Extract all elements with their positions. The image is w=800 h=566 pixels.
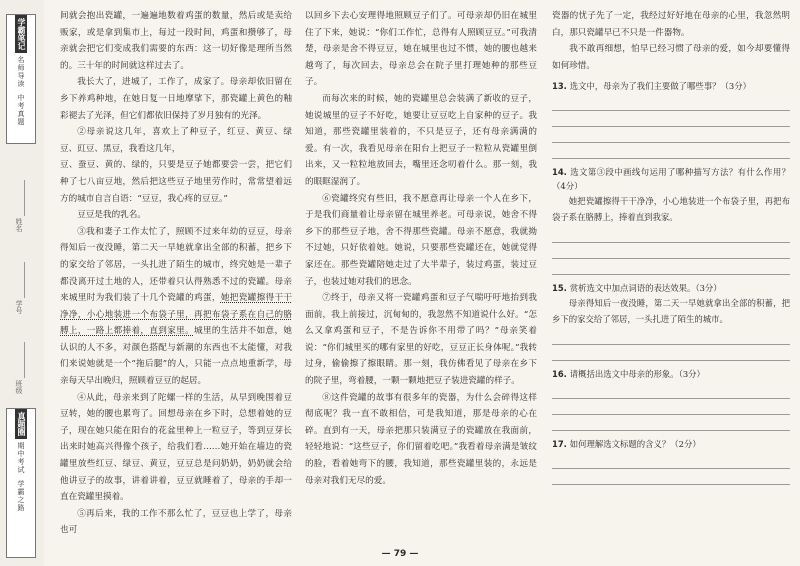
paragraph: 我不敢再细想，怕早已经习惯了母亲的爱，如今却要懂得如何珍惜。 [552, 44, 790, 71]
answer-line[interactable] [552, 129, 790, 143]
answer-line[interactable] [552, 229, 790, 243]
paragraph [60, 224, 292, 390]
margin-strip [0, 0, 44, 566]
answer-area-15[interactable] [552, 331, 790, 361]
page-number: — 79 — [381, 549, 419, 559]
paragraph: 豆豆是我的乳名。 [77, 210, 146, 221]
answer-line[interactable] [552, 401, 790, 415]
paragraph: ⑥瓷罐终究有些旧，我不愿意再让母亲一个人在乡下，于是我们商量着让母亲留在城里养老。可母亲说，她舍不得乡下的那些豆子地，舍不得那些瓷罐。母亲不愿意，我就拗不过她，只好依着她。她说，只要那些瓷罐还在，她就觉得家还在。那些瓷罐陪她走过了大半辈子，装过鸡蛋，装过豆子，也装过她对我们的思念。 [305, 193, 537, 287]
bottom-badge-label-a: 真题圈 [15, 409, 27, 439]
bottom-badge-label-b: 期中考试 [17, 442, 25, 474]
answer-area-13[interactable] [552, 97, 790, 159]
answer-area-17[interactable] [552, 455, 790, 485]
questions-column [552, 8, 790, 491]
question-17 [552, 437, 790, 451]
answer-line[interactable] [552, 261, 790, 275]
question-number: 16. [552, 369, 567, 380]
paragraph: 而每次来的时候，她的瓷罐里总会装满了新收的豆子，她说城里的豆子不好吃，她要让豆豆吃上自家种的豆子。我知道，那些瓷罐里装着的，不只是豆子，还有母亲满满的爱。有一次，我看见母亲在阳台上把豆子一粒粒从瓷罐里倒出来，又一粒粒地放回去，嘴里还念叨着什么。那一刻，我的眼眶湿润了。 [305, 93, 537, 187]
answer-line[interactable] [552, 417, 790, 431]
reading-column-1 [60, 8, 292, 539]
answer-line[interactable] [552, 471, 790, 485]
paragraph: 以回乡下去心安理得地照顾豆子们了。可母亲却仍旧在城里住了下来，她说：“你们工作忙，总得有人照顾豆豆。”可我清楚，母亲是舍不得豆豆，她在城里也过不惯，她的腰也越来越弯了，每次回去，母亲总会在院子里打理她种的那些豆子。 [305, 11, 537, 88]
paragraph-text: ③我和妻子工作太忙了，照顾不过来年幼的豆豆，母亲得知后一夜没睡，第二天一早她就拿出全部的积蓄，把乡下的家交给了邻居，一头扎进了陌生的城市，终究她是一辈子都没离开过土地的人，还带着只认得熟悉不过的瓷罐。母亲来城里时为我们装了十几个瓷罐的鸡蛋， [60, 226, 292, 304]
paragraph: 豆、蚕豆、黄的、绿的，只要是豆子她都要尝一尝，把它们种了七八亩豆地，然后把这些豆子地里劳作时，常常望着远方的城市自言自语：“豆豆，我心疼的豆豆。” [60, 160, 292, 204]
top-badge-label-c: 中考真题 [17, 94, 25, 126]
answer-area-14[interactable] [552, 229, 790, 275]
paragraph: ⑦终于，母亲又将一瓷罐鸡蛋和豆子气喘吁吁地抬到我面前，我上前接过，沉甸甸的，我忽然不知道说什么好。“怎么又拿鸡蛋和豆子，不是告诉你不用带了吗？”母亲笑着说：“你们城里买的哪有家里的好吃，豆豆正长身体呢。”我转过身，偷偷擦了擦眼睛。那一刻，我仿佛看见了母亲在乡下的院子里，弯着腰，一颗一颗地把豆子装进瓷罐的样子。 [305, 293, 537, 387]
paragraph-text: 城里的生活并不如意，她认识的人不多，对颜色搭配与新潮的东西也不太能懂，对我们来说她就是一个“拖后腿”的人，只能一点点地重新学，母亲每天早出晚归，照顾着豆豆的起居。 [60, 326, 292, 387]
paragraph: ⑧这件瓷罐的故事有很多年的瓷器，为什么会碎得这样彻底呢？我一直不敢相信，可是我知道，那是母亲的心在碎。直到有一天，母亲把那只装满豆子的瓷罐放在我面前，轻轻地说：“这些豆子，你们留着吃吧。”我看着母亲满是皱纹的脸，看着她弯下的腰，我知道，那些瓷罐里装的，永远是母亲对我们无尽的爱。 [305, 392, 537, 486]
paragraph: ④从此，母亲来到了陀螺一样的生活，从早到晚围着豆豆转，她的腰也累弯了。回想母亲在乡下时，总想着她的豆子，现在她只能在阳台的花盆里种上一粒豆子，等到豆芽长出来时她高兴得像个孩子，给我们看……她开始在墙边的瓷罐里放些红豆、绿豆、黄豆，豆豆总是问奶奶，奶奶就会给他讲豆子的故事，讲着讲着，豆豆就睡着了，母亲的手却一直在瓷罐里摸着。 [60, 392, 292, 503]
answer-line[interactable] [552, 455, 790, 469]
answer-line[interactable] [552, 245, 790, 259]
answer-line[interactable] [552, 385, 790, 399]
reading-column-2 [305, 8, 537, 489]
question-number: 14. [552, 167, 567, 178]
question-14 [552, 165, 790, 193]
answer-line[interactable] [552, 113, 790, 127]
bottom-badge [6, 408, 36, 558]
question-text: 请概括出选文中母亲的形象。（3分） [569, 369, 705, 380]
answer-line[interactable] [552, 97, 790, 111]
field-name-label: 姓名 [15, 218, 23, 232]
top-badge-label-b: 名师导读 [17, 56, 25, 88]
field-number-label: 学号 [15, 300, 23, 314]
paragraph: 间就会抱出瓷罐，一遍遍地数着鸡蛋的数量，然后或是卖给贩家，或是拿到集市上，每过一段时间，鸡蛋和攒够了，母亲就会把它们变成我们需要的东西：这一切好像是理所当然的。三十年的时间就这样过去了。 [60, 11, 292, 71]
question-text: 选文第③段中画线句运用了哪种描写方法？有什么作用？（4分） [552, 167, 791, 192]
paragraph: 我长大了，进城了，工作了，成家了。母亲却依旧留在乡下养鸡种地，在她日复一日地摩挲下，那瓷罐上黄色的釉彩褪去了光泽，但它们都依旧保持了岁月独有的光泽。 [60, 77, 292, 121]
field-number-line [24, 262, 25, 298]
field-name-line [24, 180, 25, 216]
question-text: 如何理解选文标题的含义？（2分） [569, 439, 701, 450]
quoted-sentence: 她把瓷罐擦得干干净净，小心地装进一个布袋子里，再把布袋子系在胳膊上，捧着直到我家。 [552, 196, 790, 223]
question-13 [552, 79, 790, 93]
quoted-sentence: 母亲得知后一夜没睡，第二天一早她就拿出全部的积蓄，把乡下的家交给了邻居，一头扎进了陌生的城市。 [552, 298, 790, 325]
answer-line[interactable] [552, 347, 790, 361]
question-16 [552, 367, 790, 381]
question-text: 赏析选文中加点词语的表达效果。（3分） [569, 283, 722, 294]
paragraph: 瓷器的忧子先了一定，我经过好好地在母亲的心里，我忽然明白，那只瓷罐早已不只是一件器物。 [552, 11, 790, 38]
answer-line[interactable] [552, 331, 790, 345]
paragraph: ⑤再后来，我的工作不那么忙了，豆豆也上学了，母亲也可 [60, 508, 292, 536]
field-class-line [24, 342, 25, 378]
underlined-sentence: 她把瓷罐擦得干干净净，小心地装进一个布袋子里，再把布袋子系在自己的胳膊上，一路上都捧着，直到家里。 [60, 293, 292, 337]
bottom-badge-label-c: 学霸之路 [17, 480, 25, 512]
question-number: 17. [552, 439, 567, 450]
answer-area-16[interactable] [552, 385, 790, 431]
question-15 [552, 281, 790, 295]
paragraph: ②母亲说这几年，喜欢上了种豆子，红豆、黄豆、绿豆、豇豆、黑豆，我看这几年， [60, 127, 292, 154]
answer-line[interactable] [552, 145, 790, 159]
top-badge-label-a: 学霸笔记 [15, 15, 27, 53]
question-text: 选文中，母亲为了我们主要做了哪些事？（3分） [569, 81, 751, 92]
question-number: 13. [552, 81, 567, 92]
field-class-label: 班级 [15, 380, 23, 394]
top-badge [6, 14, 36, 144]
question-number: 15. [552, 283, 567, 294]
